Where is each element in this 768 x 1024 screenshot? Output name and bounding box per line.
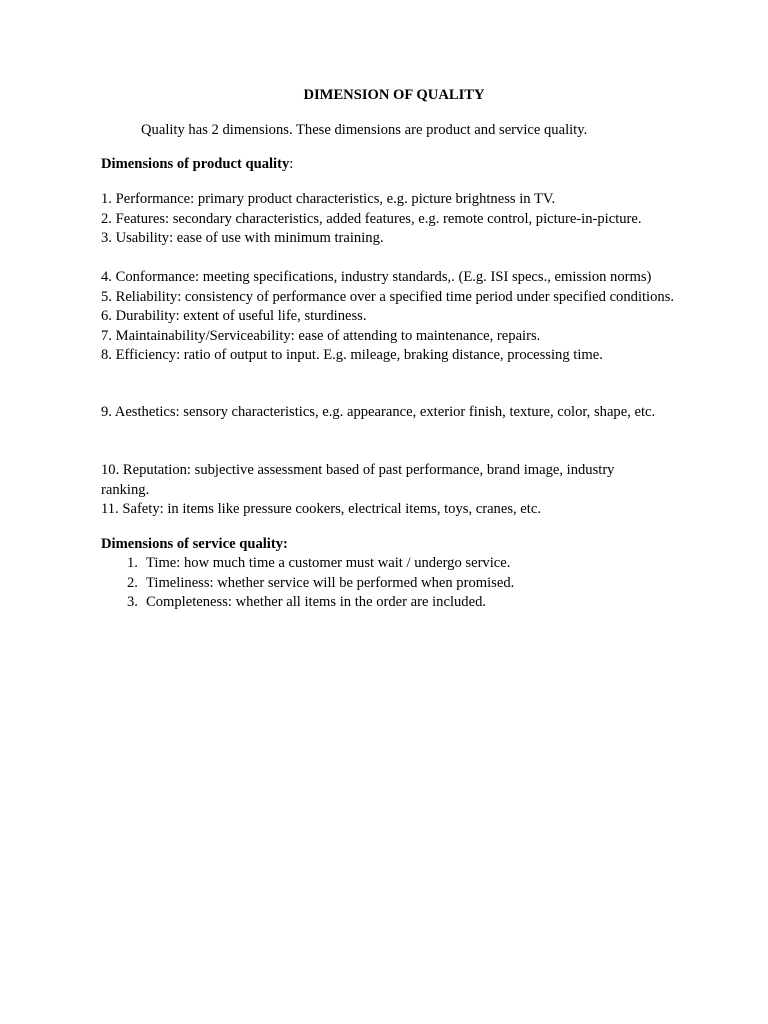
list-item: 10. Reputation: subjective assessment based of past performance, brand image, industry ranking. bbox=[101, 462, 615, 498]
list-item: 11. Safety: in items like pressure cookers, electrical items, toys, cranes, etc. bbox=[101, 501, 541, 517]
service-quality-heading bbox=[101, 535, 288, 555]
list-item: 7. Maintainability/Serviceability: ease of attending to maintenance, repairs. bbox=[101, 327, 541, 344]
list-item-text: Completeness: whether all items in the order are included. bbox=[146, 594, 487, 610]
list-item bbox=[101, 593, 514, 613]
list-item bbox=[101, 554, 514, 574]
service-quality-heading-text: Dimensions of service quality: bbox=[101, 536, 288, 552]
list-item: 4. Conformance: meeting specifications, industry standards,. (E.g. ISI specs., emission norms) bbox=[101, 269, 652, 285]
product-group-4 bbox=[101, 461, 661, 520]
product-group-3 bbox=[101, 403, 693, 423]
list-number: 2. bbox=[127, 574, 138, 591]
list-item: 1. Performance: primary product characteristics, e.g. picture brightness in TV. bbox=[101, 191, 556, 207]
service-quality-list bbox=[101, 554, 514, 613]
list-item-text: Timeliness: whether service will be performed when promised. bbox=[146, 574, 515, 591]
list-item: 2. Features: secondary characteristics, added features, e.g. remote control, picture-in-picture. bbox=[101, 210, 642, 227]
list-number: 1. bbox=[127, 555, 138, 571]
product-quality-heading bbox=[101, 155, 293, 175]
list-number: 3. bbox=[127, 594, 138, 610]
intro-paragraph: Quality has 2 dimensions. These dimensions are product and service quality. bbox=[141, 122, 588, 138]
list-item bbox=[101, 574, 514, 594]
product-quality-heading-text: Dimensions of product quality bbox=[101, 156, 290, 172]
product-group-2 bbox=[101, 268, 693, 366]
list-item: 8. Efficiency: ratio of output to input. E.g. mileage, braking distance, processing time. bbox=[101, 347, 603, 363]
list-item: 6. Durability: extent of useful life, sturdiness. bbox=[101, 308, 367, 324]
product-quality-heading-colon: : bbox=[289, 156, 294, 172]
document-title: DIMENSION OF QUALITY bbox=[303, 87, 485, 103]
product-group-1 bbox=[101, 190, 693, 249]
list-item-text: Time: how much time a customer must wait / undergo service. bbox=[146, 555, 511, 571]
list-item: 9. Aesthetics: sensory characteristics, e.g. appearance, exterior finish, texture, color, shape, etc. bbox=[101, 404, 656, 420]
list-item: 3. Usability: ease of use with minimum training. bbox=[101, 230, 384, 246]
list-item: 5. Reliability: consistency of performance over a specified time period under specified conditions. bbox=[101, 288, 675, 305]
